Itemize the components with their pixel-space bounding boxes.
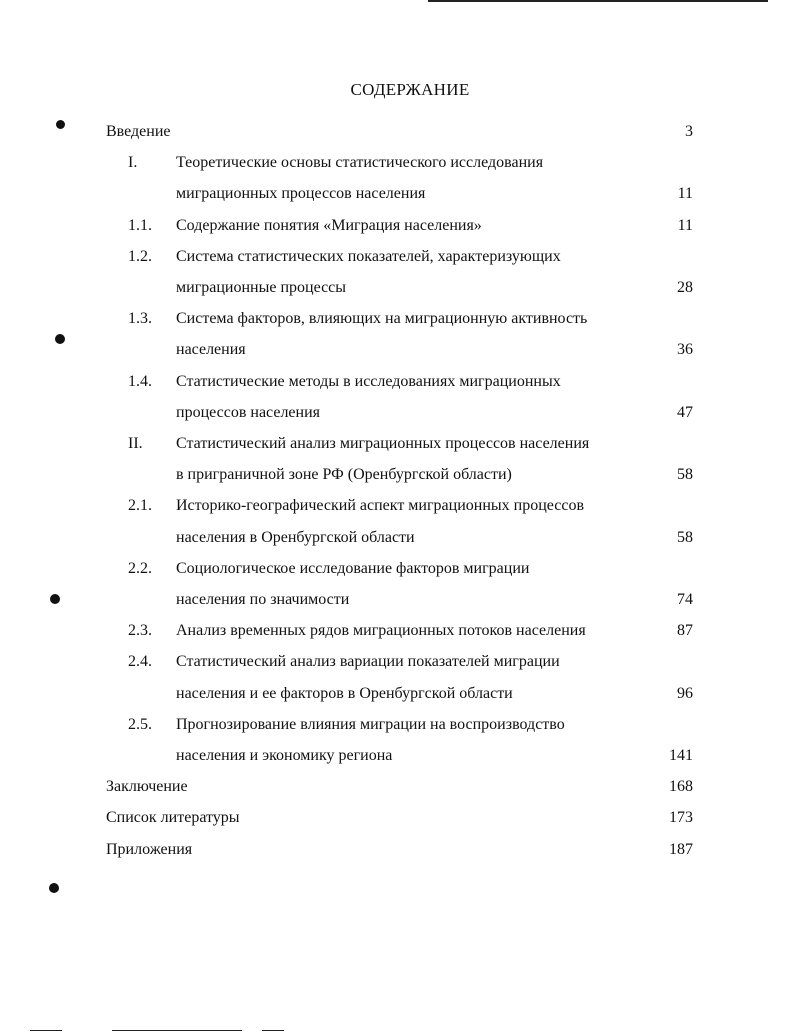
toc-entry-line <box>0 214 799 238</box>
toc-entry-title: населения <box>176 341 246 359</box>
toc-entry-line <box>0 588 799 612</box>
toc-entry-line <box>0 494 799 518</box>
toc-entry-number: 2.2. <box>128 559 152 577</box>
toc-entry-line <box>0 338 799 362</box>
toc-entry-number: 1.2. <box>128 247 152 265</box>
toc-entry-title: населения в Оренбургской области <box>176 528 415 546</box>
toc-entry-title: процессов населения <box>176 403 321 421</box>
toc-entry-page: 3 <box>685 123 693 140</box>
toc-entry-number: 2.3. <box>128 622 152 640</box>
scan-edge-bottom <box>112 1030 242 1031</box>
toc-entry-page: 58 <box>677 528 693 546</box>
toc-entry-line <box>0 432 799 456</box>
toc-entry-title: Введение <box>106 123 171 140</box>
toc-entry-title: Система факторов, влияющих на миграционную активность <box>176 310 588 328</box>
toc-entry-page: 173 <box>669 809 693 827</box>
toc-entry-title: Заключение <box>106 778 188 796</box>
toc-entry-line <box>0 806 799 830</box>
toc-entry-title: миграционные процессы <box>176 279 347 296</box>
toc-entry-title: миграционных процессов населения <box>176 185 426 203</box>
toc-entry-title: населения по значимости <box>176 591 350 608</box>
toc-entry-number: 1.1. <box>128 216 152 234</box>
toc-entry-number: 1.3. <box>128 310 152 328</box>
scan-edge-bottom <box>30 1030 62 1031</box>
toc-entry-title: Статистический анализ миграционных процессов населения <box>176 435 590 452</box>
toc-entry-line <box>0 744 799 768</box>
toc-entry-title: Статистический анализ вариации показателей миграции <box>176 653 560 671</box>
toc-entry-page: 141 <box>669 747 693 764</box>
toc-entry-line <box>0 401 799 425</box>
toc-entry-page: 168 <box>669 778 693 796</box>
toc-entry-line <box>0 838 799 862</box>
toc-entry-title: Анализ временных рядов миграционных потоков населения <box>176 622 586 640</box>
toc-entry-title: Прогнозирование влияния миграции на воспроизводство <box>176 715 565 733</box>
toc-entry-line <box>0 151 799 175</box>
toc-entry-page: 87 <box>677 622 693 640</box>
toc-entry-line <box>0 682 799 706</box>
page-title: СОДЕРЖАНИЕ <box>350 80 470 99</box>
toc-entry-title: Социологическое исследование факторов миграции <box>176 559 530 577</box>
toc-entry-title: Список литературы <box>106 809 240 827</box>
toc-entry-page: 74 <box>677 591 693 608</box>
toc-entry-number: 2.4. <box>128 653 152 671</box>
toc-entry-line <box>0 526 799 550</box>
toc-entry-title: Содержание понятия «Миграция населения» <box>176 216 482 234</box>
toc-entry-title: Приложения <box>106 840 193 858</box>
toc-entry-number: 2.1. <box>128 497 152 515</box>
toc-entry-line <box>0 557 799 581</box>
toc-entry-line <box>0 182 799 206</box>
toc-entry-line <box>0 370 799 394</box>
toc-entry-number: 1.4. <box>128 372 152 390</box>
toc-entry-page: 28 <box>677 279 693 296</box>
toc-entry-line <box>0 775 799 799</box>
toc-entry-line <box>0 463 799 487</box>
toc-entry-title: Статистические методы в исследованиях миграционных <box>176 372 561 390</box>
toc-entry-page: 58 <box>677 466 693 484</box>
binder-hole <box>49 883 59 893</box>
toc-entry-title: Система статистических показателей, характеризующих <box>176 247 561 265</box>
toc-entry-title: населения и экономику региона <box>176 747 393 764</box>
toc-entry-title: населения и ее факторов в Оренбургской области <box>176 684 513 702</box>
toc-entry-line <box>0 120 799 144</box>
toc-entry-line <box>0 713 799 737</box>
toc-entry-line <box>0 307 799 331</box>
toc-entry-line <box>0 619 799 643</box>
toc-entry-line <box>0 650 799 674</box>
toc-entry-page: 11 <box>677 185 693 203</box>
toc-entry-line <box>0 276 799 300</box>
toc-entry-title: в приграничной зоне РФ (Оренбургской области) <box>176 466 512 484</box>
toc-entry-number: 2.5. <box>128 715 152 733</box>
toc-entry-title: Теоретические основы статистического исследования <box>176 154 544 172</box>
toc-entry-page: 36 <box>677 341 693 359</box>
toc-entry-page: 187 <box>669 840 693 858</box>
toc-entry-number: I. <box>128 154 138 172</box>
toc-entry-page: 96 <box>677 684 693 702</box>
scan-edge-top <box>428 0 768 2</box>
toc-entry-page: 11 <box>677 216 693 234</box>
scan-edge-bottom <box>262 1030 284 1031</box>
toc-entry-title: Историко-географический аспект миграционных процессов <box>176 497 585 515</box>
toc-entry-line <box>0 245 799 269</box>
toc-entry-number: II. <box>128 435 143 452</box>
toc-entry-page: 47 <box>677 403 693 421</box>
